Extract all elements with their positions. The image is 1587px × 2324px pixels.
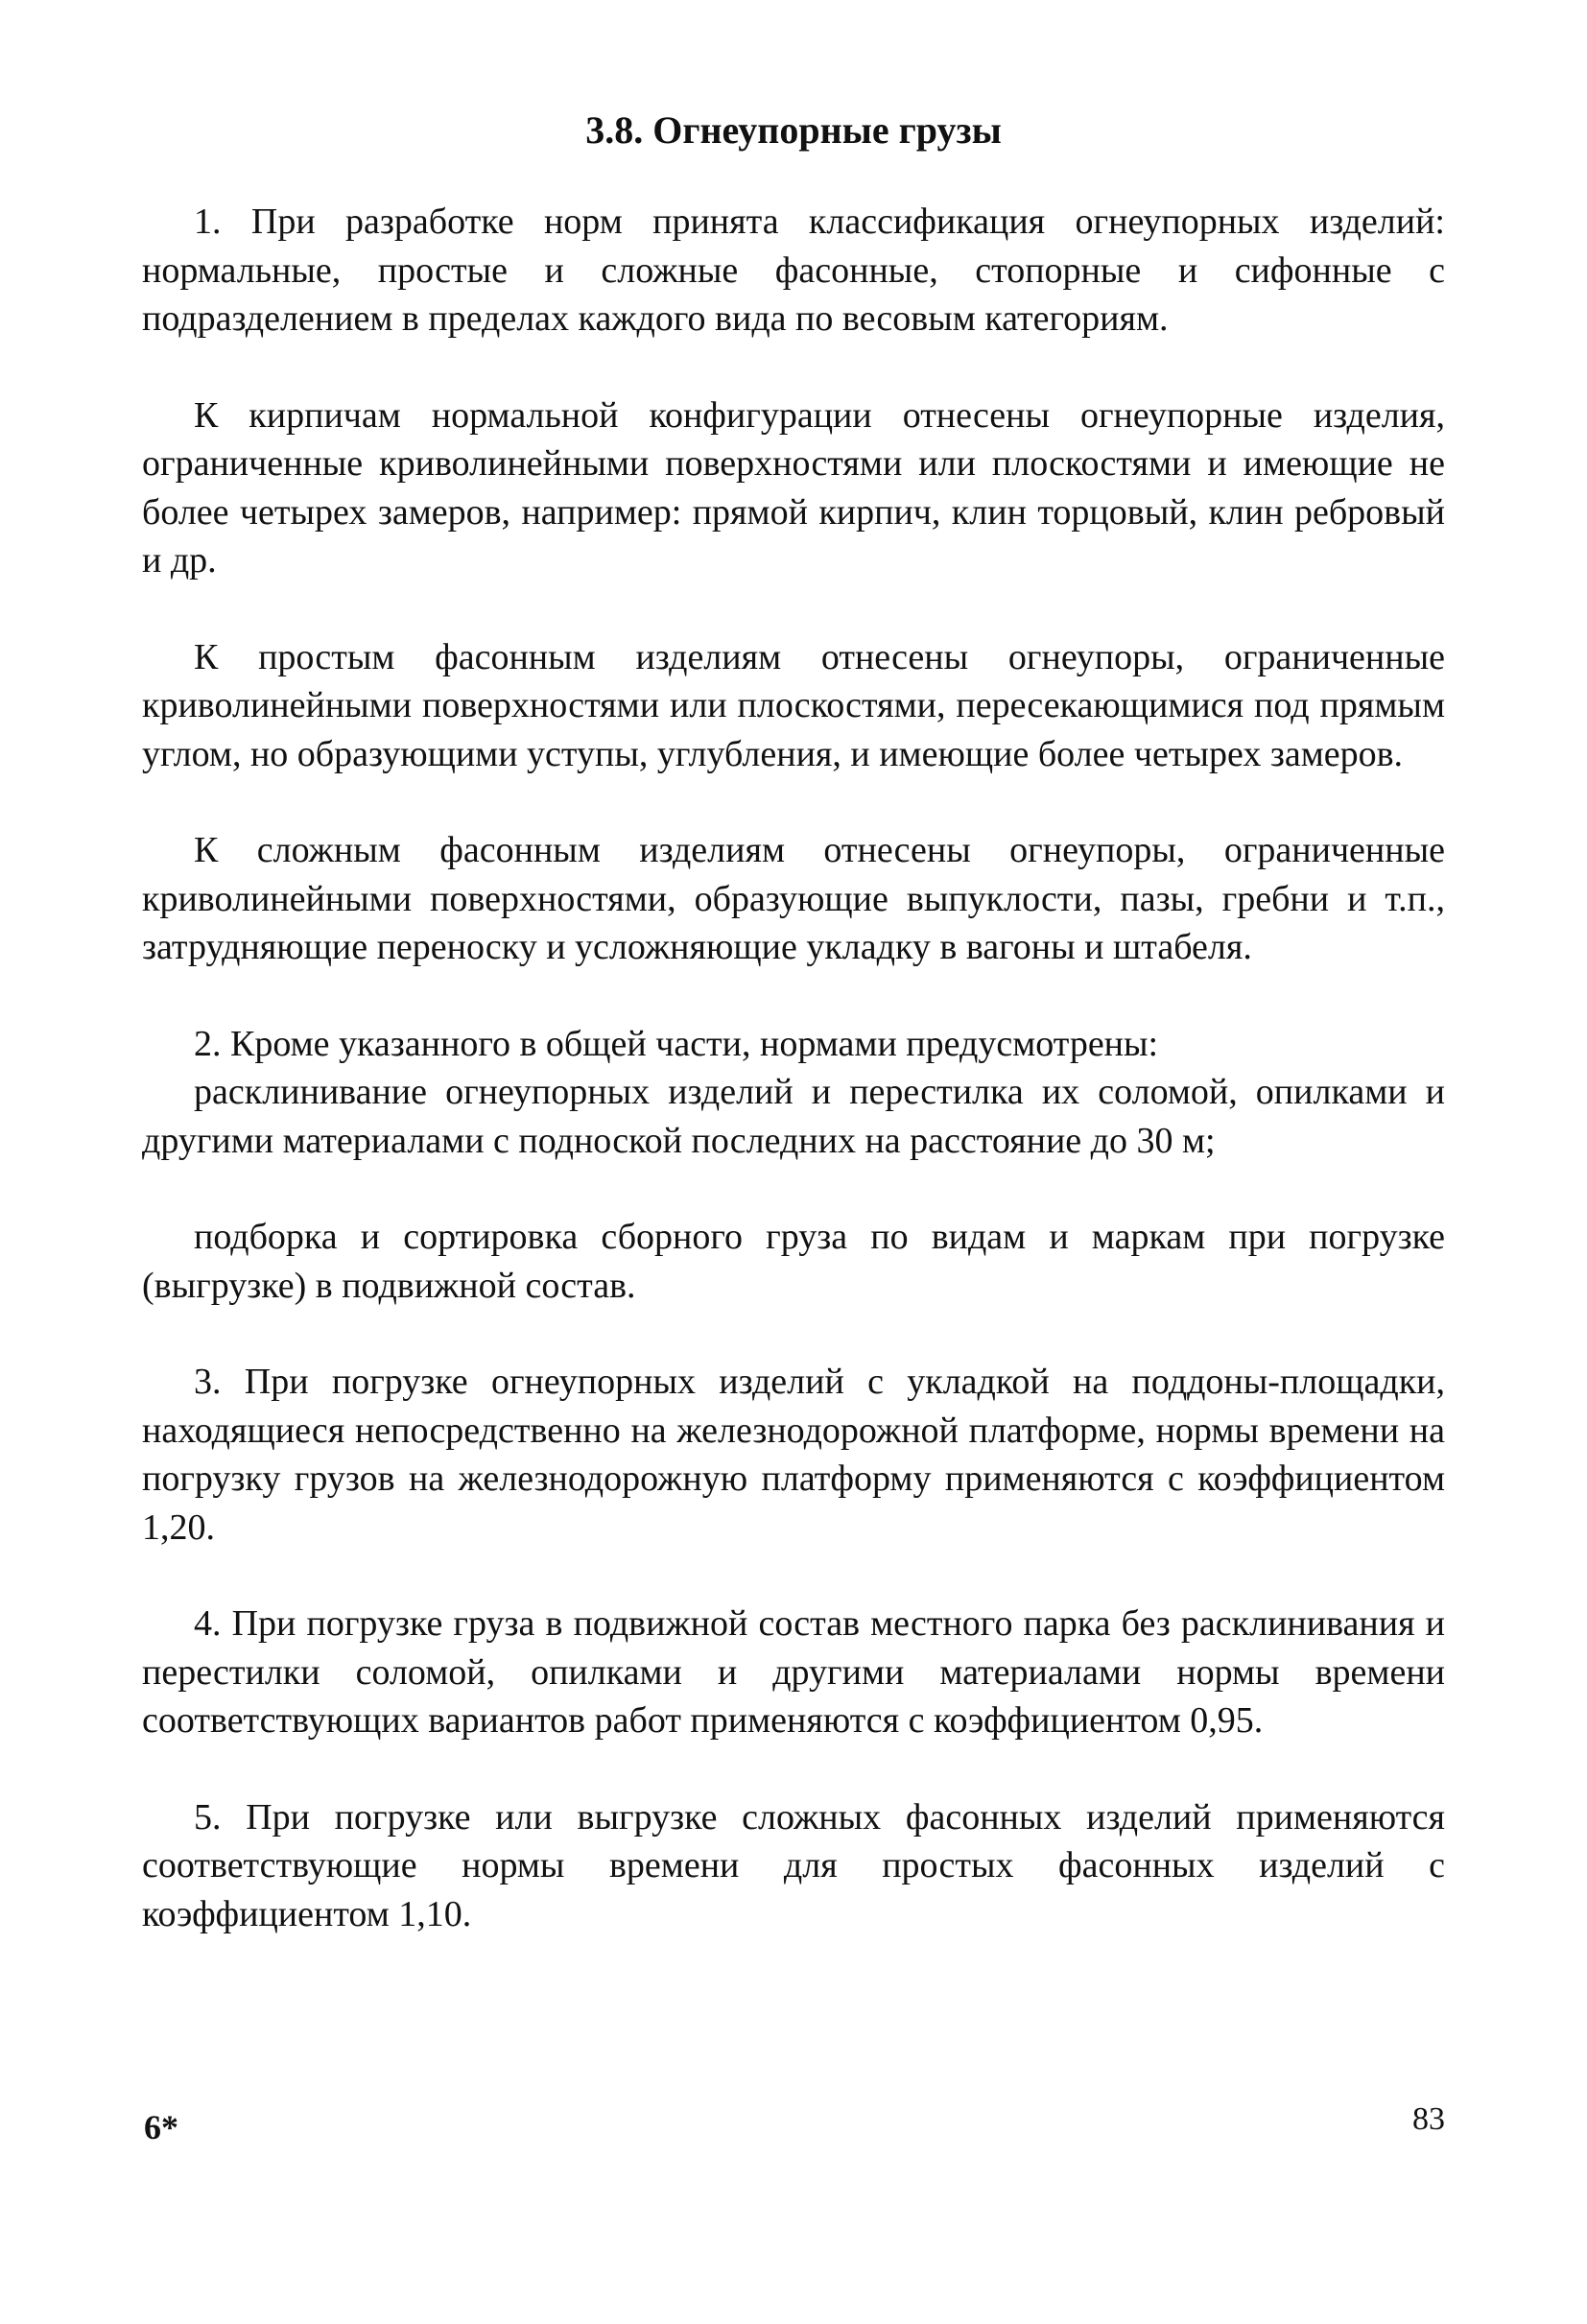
- paragraph-complex-shaped: К сложным фасонным изделиям отнесены огнеупоры, ограниченные криволинейными поверхностями, образующие выпуклости, пазы, гребни и т.п., затрудняющие переноску и усложняющие укладку в вагоны и штабеля.: [142, 830, 1445, 967]
- paragraph-normal-bricks: К кирпичам нормальной конфигурации отнесены огнеупорные изделия, ограниченные криволинейными поверхностями или плоскостями и имеющие не более четырех замеров, например: прямой кирпич, клин торцовый, клин ребровый и др.: [142, 394, 1445, 581]
- paragraph-complex-loading: 5. При погрузке или выгрузке сложных фасонных изделий применяются соответствующие нормы времени для простых фасонных изделий с коэффициентом 1,10.: [142, 1796, 1445, 1934]
- paragraph-classification: 1. При разработке норм принята классификация огнеупорных изделий: нормальные, простые и сложные фасонные, стопорные и сифонные с подразделением в пределах каждого вида по весовым категориям.: [142, 202, 1445, 339]
- paragraph-sorting: подборка и сортировка сборного груза по видам и маркам при погрузке (выгрузке) в подвижной состав.: [142, 1217, 1445, 1306]
- paragraph-wedging: расклинивание огнеупорных изделий и перестилка их соломой, опилками и другими материалами с подноской последних на расстояние до 30 м;: [142, 1072, 1445, 1161]
- page-number: 83: [1412, 2101, 1445, 2137]
- paragraph-local-park: 4. При погрузке груза в подвижной состав местного парка без расклинивания и перестилки соломой, опилками и другими материалами нормы времени соответствующих вариантов работ применяются с коэффициентом 0,95.: [142, 1603, 1445, 1741]
- paragraph-simple-shaped: К простым фасонным изделиям отнесены огнеупоры, ограниченные криволинейными поверхностями или плоскостями, пересекающимися под прямым углом, но образующими уступы, углубления, и имеющие более четырех замеров.: [142, 636, 1445, 774]
- paragraph-additional-provisions: 2. Кроме указанного в общей части, нормами предусмотрены:: [194, 1023, 1159, 1064]
- section-body: [142, 198, 1445, 1938]
- section-title: 3.8. Огнеупорные грузы: [585, 108, 1002, 152]
- paragraph-pallet-loading: 3. При погрузке огнеупорных изделий с укладкой на поддоны-площадки, находящиеся непосредственно на железнодорожной платформе, нормы времени на погрузку грузов на железнодорожную платформу применяются с коэффициентом 1,20.: [142, 1362, 1445, 1548]
- signature-mark: 6*: [144, 2108, 178, 2146]
